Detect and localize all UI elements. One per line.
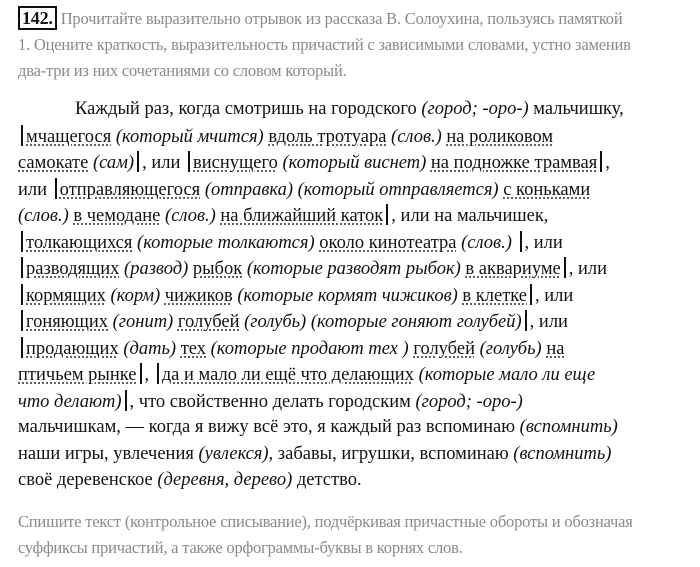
text-line [18, 284, 573, 307]
text-segment: детство. [292, 470, 362, 490]
annotation-text: (слов.) [386, 126, 447, 147]
underlined-text: на подножке трамвая [430, 153, 598, 173]
underlined-text: на роликовом [446, 126, 554, 147]
boundary-bar [520, 231, 522, 252]
underlined-text: в аквариуме [465, 259, 561, 279]
footer-instruction-line: Спишите текст (контрольное списывание), подчёркивая причастные обороты и обозначая [18, 512, 633, 531]
boundary-bar [564, 257, 566, 278]
annotation-text: (слов.) [160, 206, 221, 226]
underlined-text: виснущего [193, 153, 278, 173]
instruction-text: Прочитайте выразительно отрывок из рассказа В. Солоухина, пользуясь памяткой [60, 9, 623, 28]
text-segment: , [144, 365, 154, 385]
annotation-text: (которые продают тех ) [206, 338, 414, 359]
underlined-text: кормящих [26, 285, 106, 306]
underlined-text: птичьем рынке [18, 365, 137, 385]
underlined-text: голубей [413, 338, 475, 359]
boundary-bar [137, 151, 139, 172]
annotation-text: (которые мало ли еще [413, 365, 596, 385]
text-line [18, 257, 607, 280]
text-line [18, 416, 618, 438]
text-segment: Каждый раз, когда смотришь на городского [75, 99, 422, 119]
text-segment: , или [529, 312, 568, 332]
annotation-text: (который виснет) [277, 153, 431, 173]
annotation-text: (увлекся) [198, 443, 269, 464]
text-segment: , или на мальчишек, [391, 206, 549, 226]
underlined-text: около кинотеатра [319, 232, 457, 253]
underlined-text: на [546, 338, 565, 359]
boundary-bar [125, 390, 127, 411]
text-line [18, 231, 563, 254]
annotation-text: (гонит) [108, 312, 178, 332]
annotation-text: (деревня, дерево) [157, 470, 293, 490]
text-segment: своё деревенское [18, 470, 158, 490]
underlined-text: рыбок [192, 259, 243, 279]
text-line [18, 204, 548, 227]
boundary-bar [530, 284, 532, 305]
text-line [18, 178, 590, 201]
boundary-bar [386, 204, 388, 225]
text-segment: , забавы, игрушки, вспоминаю [268, 443, 514, 464]
text-line [75, 98, 624, 120]
underlined-text: чижиков [164, 285, 233, 306]
underlined-text: с коньками [503, 179, 591, 200]
annotation-text: (вспомнить) [513, 443, 612, 464]
underlined-text: тех [180, 338, 206, 359]
annotation-text: (слов.) [456, 232, 517, 253]
boundary-bar [21, 310, 23, 331]
underlined-text: толкающихся [26, 232, 133, 253]
underlined-text: в клетке [462, 285, 528, 306]
annotation-text: (которые разводят рыбок) [242, 259, 466, 279]
text-line [18, 390, 523, 413]
underlined-text: в чемодане [73, 206, 161, 226]
annotation-text: (дать) [118, 338, 181, 359]
boundary-bar [21, 337, 23, 358]
task-instruction-line [18, 6, 622, 30]
text-line [18, 337, 564, 360]
annotation-text: (голубь) (которые гоняют голубей) [239, 312, 522, 332]
annotation-text: (которые кормят чижиков) [232, 285, 463, 306]
boundary-bar [55, 178, 57, 199]
annotation-text: (слов.) [18, 206, 74, 226]
boundary-bar [21, 231, 23, 252]
text-segment: , [605, 153, 610, 173]
text-line [18, 469, 362, 491]
underlined-text: гоняющих [26, 312, 109, 332]
task-instruction-line: 1. Оцените краткость, выразительность причастий с зависимыми словами, устно заменив [18, 35, 631, 54]
boundary-bar [600, 151, 602, 172]
boundary-bar [21, 257, 23, 278]
task-number: 142. [18, 6, 57, 30]
annotation-text: (развод) [119, 259, 193, 279]
underlined-text: отправляющегося [59, 179, 201, 200]
annotation-text: (сам) [88, 153, 135, 173]
text-segment: мальчишку, [528, 99, 624, 119]
boundary-bar [21, 284, 23, 305]
underlined-text: на ближайший каток [220, 206, 384, 226]
text-segment: , или [524, 232, 563, 253]
underlined-text: мчащегося [26, 126, 112, 147]
text-segment: , что свойственно делать городским [129, 391, 416, 412]
text-line [18, 125, 553, 148]
boundary-bar [140, 363, 142, 384]
text-segment: , или [142, 153, 186, 173]
text-line [18, 151, 610, 174]
text-segment: , или [568, 259, 608, 279]
underlined-text: вдоль тротуара [268, 126, 387, 147]
annotation-text: (вспомнить) [519, 417, 618, 437]
underlined-text: голубей [177, 312, 240, 332]
boundary-bar [525, 310, 527, 331]
boundary-bar [21, 125, 23, 146]
underlined-text: разводящих [26, 259, 120, 279]
task-instruction-line: два-три из них сочетаниями со словом который. [18, 61, 347, 80]
text-segment: , или [535, 285, 574, 306]
annotation-text: (который мчится) [111, 126, 269, 147]
annotation-text: (город; -оро-) [415, 391, 523, 412]
text-segment: наши игры, увлечения [18, 443, 199, 464]
text-segment: мальчишкам, — когда я вижу всё это, я каждый раз вспоминаю [18, 417, 520, 437]
annotation-text: (голубь) [474, 338, 547, 359]
underlined-text: продающих [26, 338, 119, 359]
text-line [18, 310, 568, 333]
text-segment: или [18, 179, 52, 200]
underlined-text: самокате [18, 153, 89, 173]
annotation-text: (корм) [105, 285, 165, 306]
boundary-bar [157, 363, 159, 384]
annotation-text: (отправка) (который отправляется) [200, 179, 504, 200]
text-line [18, 363, 595, 386]
underlined-text: да и мало ли ещё что делающих [161, 365, 414, 385]
annotation-text: что делают) [18, 391, 122, 412]
text-line [18, 443, 611, 465]
boundary-bar [188, 151, 190, 172]
annotation-text: (город; -оро-) [421, 99, 529, 119]
annotation-text: (которые толкаются) [132, 232, 320, 253]
footer-instruction-line: суффиксы причастий, а также орфограммы-буквы в корнях слов. [18, 538, 463, 557]
